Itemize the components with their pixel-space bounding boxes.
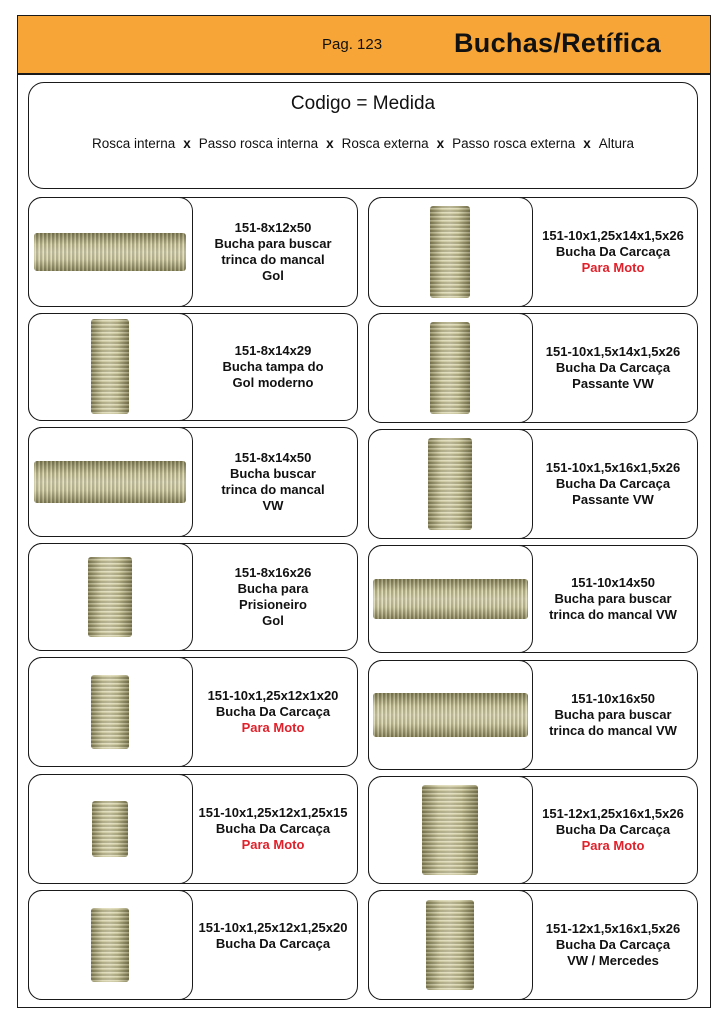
product-photo: [368, 197, 533, 307]
product-description: Bucha Da Carcaça: [215, 821, 331, 836]
product-code: 151-12x1,25x16x1,5x26: [542, 806, 684, 821]
product-info: [191, 428, 355, 536]
threaded-bushing-image: [426, 900, 474, 990]
threaded-bushing-image: [92, 801, 128, 857]
legend-title: Codigo = Medida: [290, 93, 436, 114]
product-info: [191, 658, 355, 766]
legend-item: Rosca externa: [341, 136, 429, 151]
product-description: Gol: [262, 268, 284, 283]
product-code: 151-12x1,5x16x1,5x26: [545, 921, 681, 936]
product-photo: [28, 427, 193, 537]
product-info: [191, 198, 355, 306]
threaded-bushing-image: [88, 557, 132, 637]
product-card: [368, 197, 698, 307]
threaded-bushing-image: [34, 233, 186, 271]
legend-item: Altura: [598, 136, 635, 151]
product-description: Bucha Da Carcaça: [555, 822, 671, 837]
product-code: 151-10x14x50: [571, 575, 655, 590]
product-code: 151-10x1,5x14x1,5x26: [545, 344, 681, 359]
product-card: [368, 545, 698, 653]
page-number: Pag. 123: [322, 36, 383, 53]
product-card: [368, 776, 698, 884]
product-photo: [368, 660, 533, 770]
product-photo: [28, 543, 193, 651]
product-card: [28, 657, 358, 767]
product-info: [531, 546, 695, 652]
product-code: 151-8x14x29: [234, 343, 312, 358]
threaded-bushing-image: [91, 675, 129, 749]
product-card: [28, 774, 358, 884]
legend-item: Passo rosca interna: [198, 136, 319, 151]
product-description: Gol: [262, 613, 284, 628]
product-info: [531, 661, 695, 769]
product-code: 151-10x16x50: [571, 691, 655, 706]
product-note: Para Moto: [241, 837, 305, 852]
product-card: [28, 543, 358, 651]
product-code: 151-10x1,25x12x1,25x15: [198, 805, 348, 820]
legend-row: [29, 136, 697, 151]
product-description: Bucha buscar: [230, 466, 316, 481]
product-code: 151-8x16x26: [234, 565, 312, 580]
product-photo: [28, 657, 193, 767]
product-card: [28, 427, 358, 537]
product-description: Bucha Da Carcaça: [555, 244, 671, 259]
product-photo: [368, 313, 533, 423]
product-description: Bucha Da Carcaça: [215, 936, 331, 951]
threaded-bushing-image: [91, 319, 129, 414]
product-card: [28, 197, 358, 307]
product-note: Para Moto: [581, 838, 645, 853]
product-description: Bucha para buscar: [554, 591, 672, 606]
product-description: Bucha para: [237, 581, 309, 596]
product-note: Para Moto: [241, 720, 305, 735]
threaded-bushing-image: [430, 322, 470, 414]
product-code: 151-10x1,5x16x1,5x26: [545, 460, 681, 475]
product-code: 151-10x1,25x12x1,25x20: [198, 920, 348, 935]
product-card: [368, 890, 698, 1000]
product-code: 151-8x12x50: [234, 220, 312, 235]
product-photo: [368, 545, 533, 653]
product-code: 151-8x14x50: [234, 450, 312, 465]
threaded-bushing-image: [34, 461, 186, 503]
product-description: Bucha tampa do: [222, 359, 324, 374]
legend-separator: x: [326, 136, 334, 151]
product-info: [191, 891, 355, 999]
product-code: 151-10x1,25x12x1x20: [207, 688, 339, 703]
product-info: [531, 777, 695, 883]
product-description: Bucha Da Carcaça: [215, 704, 331, 719]
product-note: Para Moto: [581, 260, 645, 275]
legend-separator: x: [583, 136, 591, 151]
product-info: [191, 314, 355, 420]
product-description: trinca do mancal VW: [549, 607, 677, 622]
product-info: [531, 891, 695, 999]
product-description: trinca do mancal VW: [549, 723, 677, 738]
product-info: [531, 430, 695, 538]
legend-item: Rosca interna: [91, 136, 176, 151]
product-info: [191, 544, 355, 650]
product-description: Passante VW: [572, 376, 654, 391]
product-description: trinca do mancal: [221, 252, 325, 267]
product-info: [191, 775, 355, 883]
product-card: [368, 313, 698, 423]
product-description: Gol moderno: [232, 375, 314, 390]
product-card: [28, 313, 358, 421]
product-description: Passante VW: [572, 492, 654, 507]
threaded-bushing-image: [91, 908, 129, 982]
product-description: Bucha Da Carcaça: [555, 360, 671, 375]
legend-box: [28, 82, 698, 189]
threaded-bushing-image: [373, 693, 528, 737]
legend-separator: x: [183, 136, 191, 151]
product-photo: [368, 429, 533, 539]
product-photo: [28, 774, 193, 884]
product-description: Bucha para buscar: [214, 236, 332, 251]
product-description: Prisioneiro: [239, 597, 307, 612]
product-code: 151-10x1,25x14x1,5x26: [542, 228, 684, 243]
legend-separator: x: [436, 136, 445, 151]
product-description: trinca do mancal: [221, 482, 325, 497]
product-description: Bucha Da Carcaça: [555, 937, 671, 952]
threaded-bushing-image: [428, 438, 472, 530]
product-photo: [28, 313, 193, 421]
product-info: [531, 314, 695, 422]
product-card: [368, 660, 698, 770]
product-description: Bucha para buscar: [554, 707, 672, 722]
product-photo: [368, 890, 533, 1000]
page-title: Buchas/Retífica: [454, 28, 662, 58]
product-photo: [368, 776, 533, 884]
threaded-bushing-image: [373, 579, 528, 619]
product-photo: [28, 197, 193, 307]
product-card: [28, 890, 358, 1000]
legend-item: Passo rosca externa: [452, 136, 576, 151]
threaded-bushing-image: [422, 785, 478, 875]
product-description: VW: [262, 498, 284, 513]
product-photo: [28, 890, 193, 1000]
product-description: Bucha Da Carcaça: [555, 476, 671, 491]
threaded-bushing-image: [430, 206, 470, 298]
product-info: [531, 198, 695, 306]
product-description: VW / Mercedes: [567, 953, 659, 968]
product-card: [368, 429, 698, 539]
